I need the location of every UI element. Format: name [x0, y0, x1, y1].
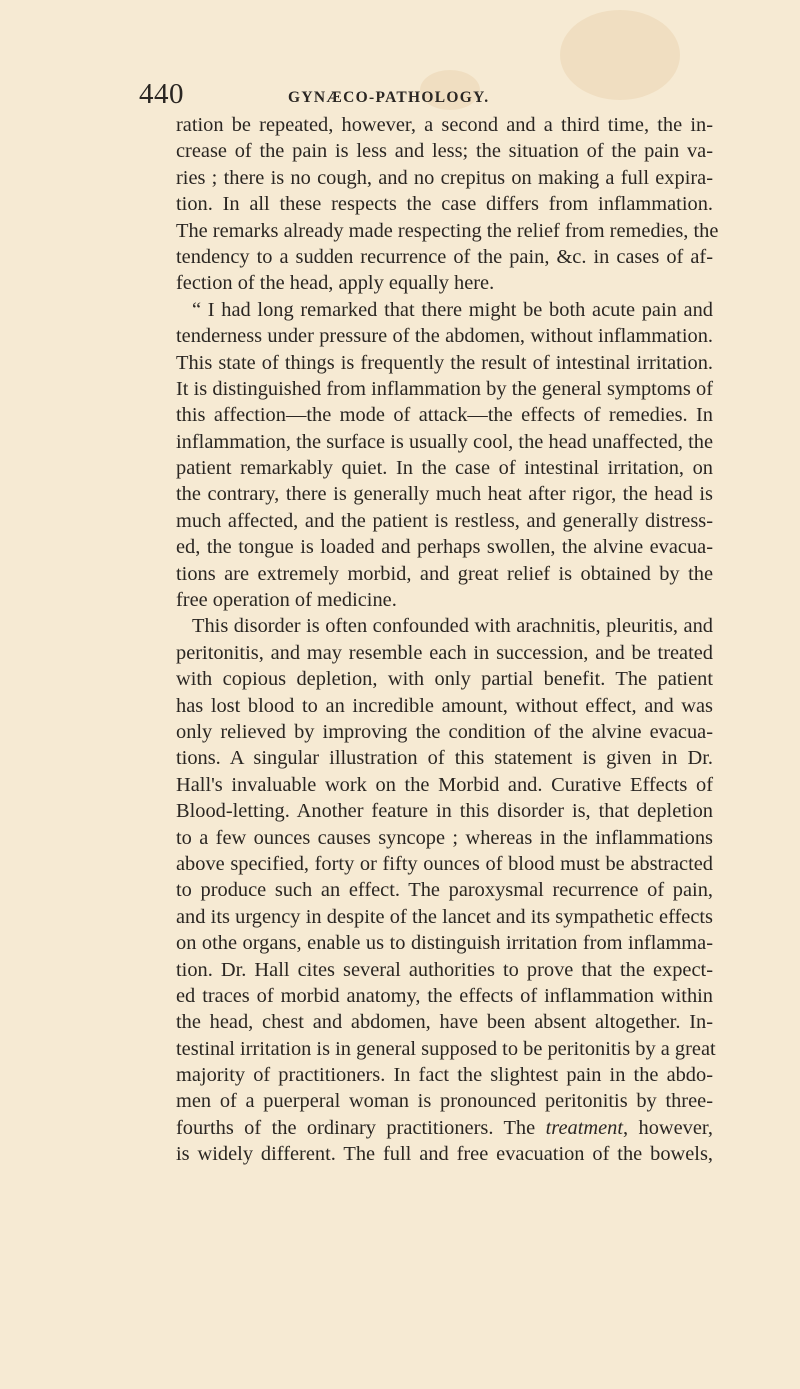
text-line: tion. In all these respects the case differs from inflammation. [176, 193, 713, 216]
paragraph [176, 112, 719, 297]
text-line: testinal irritation is in general supposed to be peritonitis by a great [176, 1037, 716, 1060]
text-line: the head, chest and abdomen, have been absent altogether. In- [176, 1011, 713, 1034]
text-line: has lost blood to an incredible amount, without effect, and was [176, 694, 713, 717]
text-line: above specified, forty or fifty ounces of blood must be abstracted [176, 852, 713, 875]
text-line: with copious depletion, with only partial benefit. The patient [176, 668, 713, 691]
text-line: tion. Dr. Hall cites several authorities to prove that the expect- [176, 958, 713, 981]
text-line: peritonitis, and may resemble each in succession, and be treated [176, 641, 713, 664]
paragraph [176, 613, 716, 1167]
italic-word: treatment [545, 1116, 623, 1139]
text-line [176, 1115, 713, 1141]
text-line: is widely different. The full and free evacuation of the bowels, [176, 1143, 713, 1166]
text-line: majority of practitioners. In fact the slightest pain in the abdo- [176, 1064, 713, 1087]
paper-stain [560, 10, 680, 100]
text-line: This disorder is often confounded with arachnitis, pleuritis, and [192, 615, 713, 638]
text-line: tendency to a sudden recurrence of the pain, &c. in cases of af- [176, 245, 713, 268]
text-line: This state of things is frequently the result of intestinal irritation. [176, 351, 713, 374]
text-line: the contrary, there is generally much heat after rigor, the head is [176, 483, 713, 506]
text-line: The remarks already made respecting the relief from remedies, the [176, 219, 719, 242]
page-number: 440 [139, 78, 184, 110]
text-line: ration be repeated, however, a second and a third time, the in- [176, 114, 713, 136]
text-line: only relieved by improving the condition of the alvine evacua- [176, 720, 713, 743]
text-line: much affected, and the patient is restless, and generally distress- [176, 509, 713, 532]
text-line: inflammation, the surface is usually cool, the head unaffected, the [176, 430, 713, 453]
text-line: Blood-letting. Another feature in this disorder is, that depletion [176, 800, 713, 823]
text-line: It is distinguished from inflammation by the general symptoms of [176, 377, 713, 400]
text-line: ed traces of morbid anatomy, the effects of inflammation within [176, 984, 713, 1007]
text-line: fection of the head, apply equally here. [176, 272, 495, 295]
text-line: men of a puerperal woman is pronounced peritonitis by three- [176, 1090, 713, 1113]
text-fragment: , however, [623, 1116, 713, 1139]
text-line: free operation of medicine. [176, 589, 397, 612]
body-text [176, 112, 719, 1168]
text-line: to produce such an effect. The paroxysmal recurrence of pain, [176, 879, 713, 902]
text-line: and its urgency in despite of the lancet and its sympathetic effects [176, 905, 713, 928]
text-line: on othe organs, enable us to distinguish irritation from inflamma- [176, 932, 713, 955]
text-line: tions are extremely morbid, and great relief is obtained by the [176, 562, 713, 585]
text-line: “ I had long remarked that there might be both acute pain and [192, 298, 713, 321]
text-line: to a few ounces causes syncope ; whereas in the inflammations [176, 826, 713, 849]
text-line: tions. A singular illustration of this statement is given in Dr. [176, 747, 713, 770]
text-line: ries ; there is no cough, and no crepitus on making a full expira- [176, 166, 713, 189]
text-line: ed, the tongue is loaded and perhaps swollen, the alvine evacua- [176, 536, 713, 559]
text-line: tenderness under pressure of the abdomen, without inflammation. [176, 325, 713, 348]
text-line: Hall's invaluable work on the Morbid and. Curative Effects of [176, 773, 713, 796]
text-fragment: fourths of the ordinary practitioners. The [176, 1116, 546, 1139]
text-line: patient remarkably quiet. In the case of intestinal irritation, on [176, 457, 713, 480]
paragraph [176, 297, 713, 614]
text-line: crease of the pain is less and less; the situation of the pain va- [176, 140, 713, 163]
text-line: this affection—the mode of attack—the effects of remedies. In [176, 404, 713, 427]
running-title: GYNÆCO-PATHOLOGY. [288, 89, 490, 106]
